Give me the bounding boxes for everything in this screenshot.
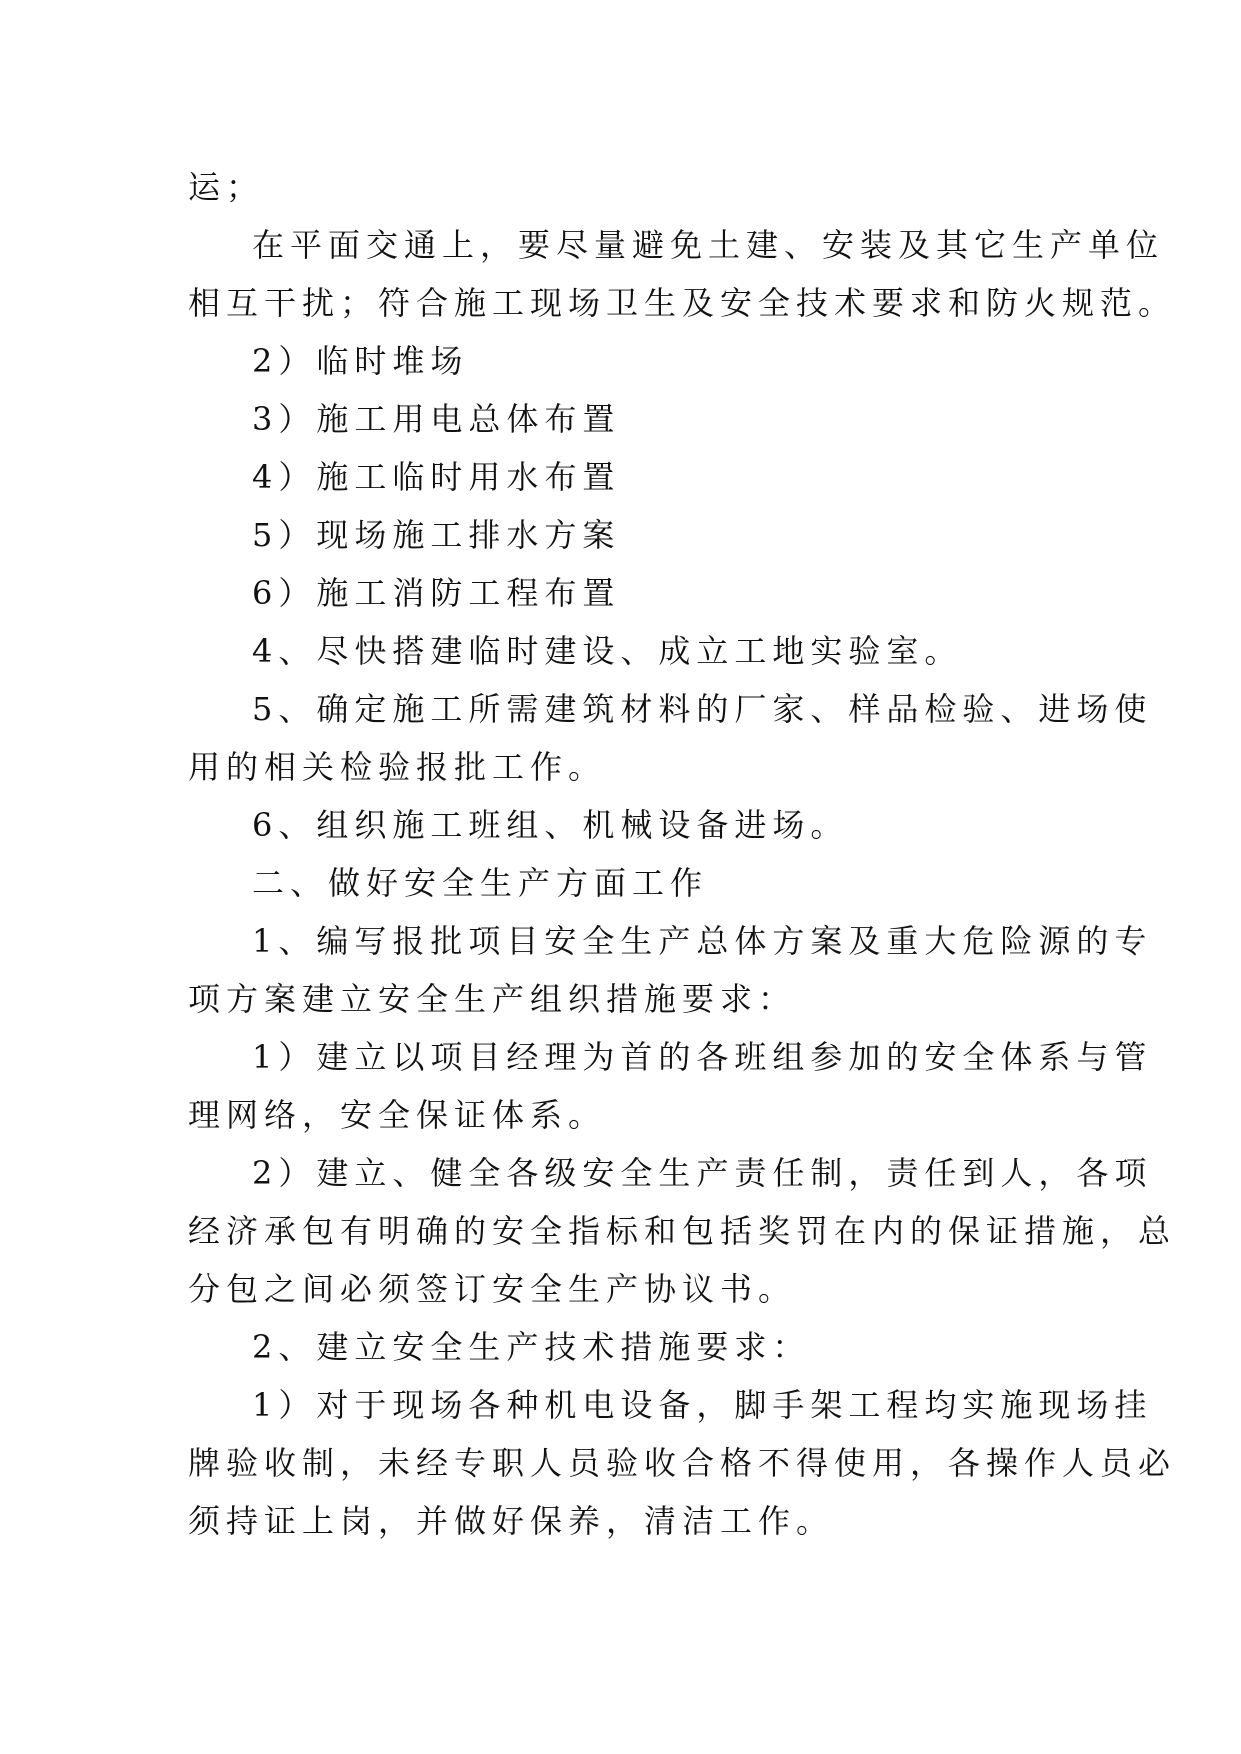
text-line: 在平面交通上，要尽量避免土建、安装及其它生产单位: [252, 226, 1165, 264]
text-line: 1）对于现场各种机电设备，脚手架工程均实施现场挂: [252, 1386, 1153, 1424]
text-line: 相互干扰；符合施工现场卫生及安全技术要求和防火规范。: [188, 284, 1177, 322]
text-line: 6）施工消防工程布置: [252, 574, 621, 612]
text-line: 牌验收制，未经专职人员验收合格不得使用，各操作人员必: [188, 1444, 1177, 1482]
text-line: 2、建立安全生产技术措施要求：: [252, 1328, 811, 1366]
text-line: 须持证上岗，并做好保养，清洁工作。: [188, 1502, 835, 1540]
text-line: 4、尽快搭建临时建设、成立工地实验室。: [252, 632, 963, 670]
text-line: 3）施工用电总体布置: [252, 400, 621, 438]
text-line: 5）现场施工排水方案: [252, 516, 621, 554]
text-line: 分包之间必须签订安全生产协议书。: [188, 1270, 797, 1308]
text-line: 1）建立以项目经理为首的各班组参加的安全体系与管: [252, 1038, 1153, 1076]
text-line: 5、确定施工所需建筑材料的厂家、样品检验、进场使: [252, 690, 1153, 728]
text-line: 2）临时堆场: [252, 342, 469, 380]
text-line: 项方案建立安全生产组织措施要求：: [188, 980, 797, 1018]
document-body: [188, 158, 1177, 1550]
text-line: 6、组织施工班组、机械设备进场。: [252, 806, 849, 844]
text-line: 2）建立、健全各级安全生产责任制，责任到人，各项: [252, 1154, 1153, 1192]
text-line: 用的相关检验报批工作。: [188, 748, 607, 786]
text-line: 1、编写报批项目安全生产总体方案及重大危险源的专: [252, 922, 1153, 960]
text-line: 运；: [188, 168, 265, 206]
text-line: 经济承包有明确的安全指标和包括奖罚在内的保证措施，总: [188, 1212, 1177, 1250]
section-heading: 二、做好安全生产方面工作: [252, 864, 709, 902]
text-line: 理网络，安全保证体系。: [188, 1096, 607, 1134]
text-line: 4）施工临时用水布置: [252, 458, 621, 496]
